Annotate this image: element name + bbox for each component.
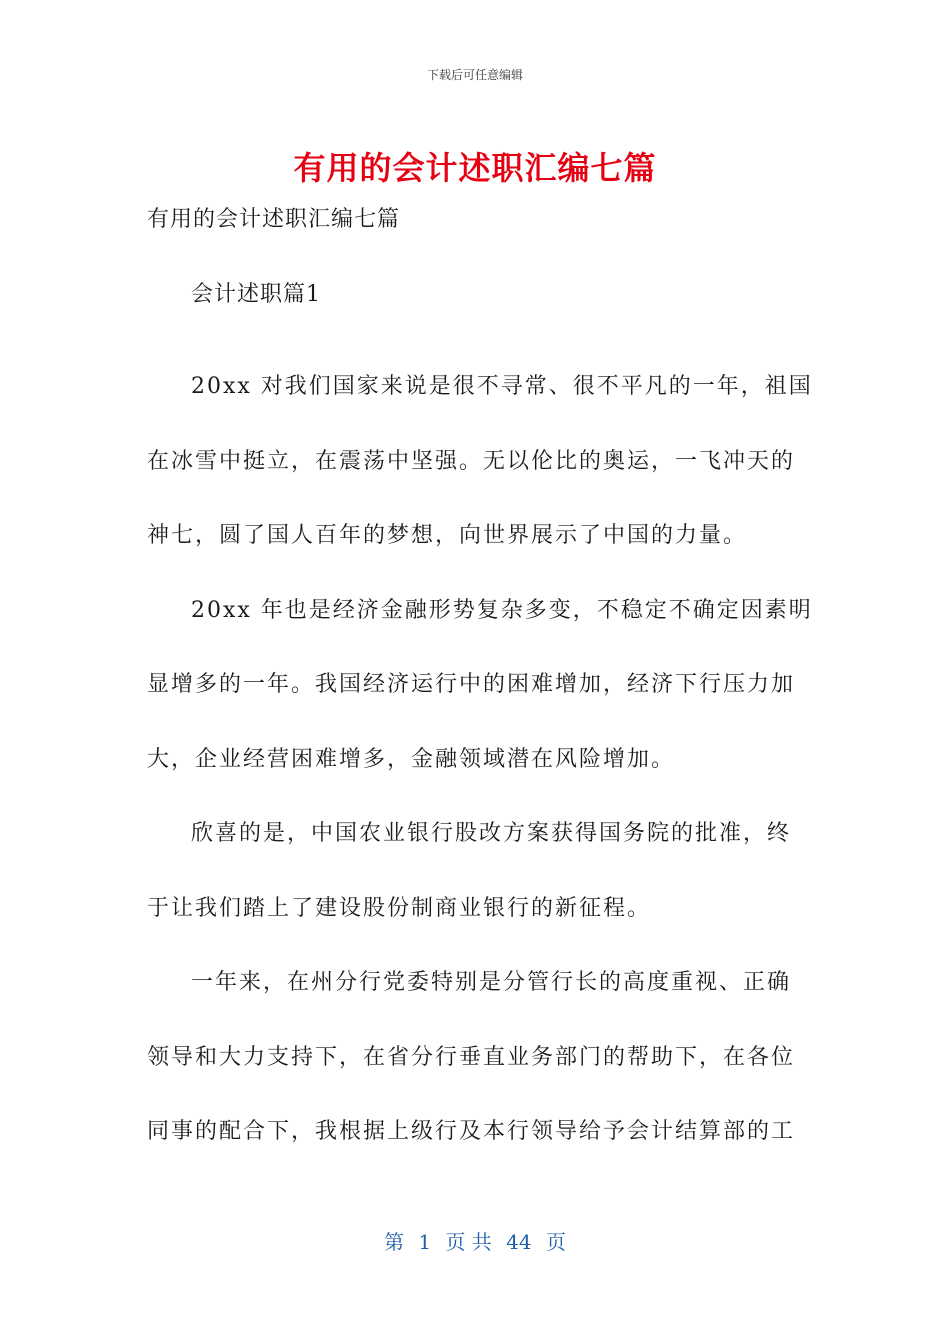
footer-prefix: 第	[384, 1230, 404, 1254]
footer-suffix: 页	[545, 1230, 566, 1254]
header-note: 下载后可任意编辑	[426, 68, 523, 82]
paragraph-line: 显增多的一年。我国经济运行中的困难增加，经济下行压力加	[147, 672, 796, 697]
paragraph-line: 20xx 年也是经济金融形势复杂多变，不稳定不确定因素明	[191, 597, 813, 623]
paragraph-line: 欣喜的是，中国农业银行股改方案获得国务院的批准，终	[191, 821, 792, 846]
document-subtitle: 有用的会计述职汇编七篇	[147, 207, 401, 232]
paragraph	[147, 350, 813, 574]
paragraph-line: 20xx 对我们国家来说是很不寻常、很不平凡的一年，祖国	[191, 374, 813, 399]
paragraph-line: 一年来，在州分行党委特别是分管行长的高度重视、正确	[191, 970, 792, 995]
document-body	[147, 200, 813, 1170]
paragraph	[147, 574, 813, 798]
paragraph-line: 在冰雪中挺立，在震荡中坚强。无以伦比的奥运，一飞冲天的	[147, 448, 796, 474]
page-footer	[0, 1226, 950, 1255]
paragraph-line: 神七，圆了国人百年的梦想，向世界展示了中国的力量。	[147, 523, 748, 548]
document-title: 有用的会计述职汇编七篇	[293, 149, 657, 187]
footer-page-number: 1	[418, 1230, 432, 1254]
section-heading: 会计述职篇1	[191, 282, 321, 307]
paragraph-line: 于让我们踏上了建设股份制商业银行的新征程。	[147, 895, 652, 921]
paragraph-line: 同事的配合下，我根据上级行及本行领导给予会计结算部的工	[147, 1119, 796, 1144]
paragraph-line: 大，企业经营困难增多，金融领域潜在风险增加。	[147, 746, 676, 772]
footer-total-pages: 44	[506, 1230, 532, 1254]
paragraph	[147, 797, 807, 946]
paragraph-line: 领导和大力支持下，在省分行垂直业务部门的帮助下，在各位	[147, 1044, 796, 1070]
footer-middle: 页 共	[445, 1230, 492, 1254]
paragraph	[147, 946, 807, 1170]
